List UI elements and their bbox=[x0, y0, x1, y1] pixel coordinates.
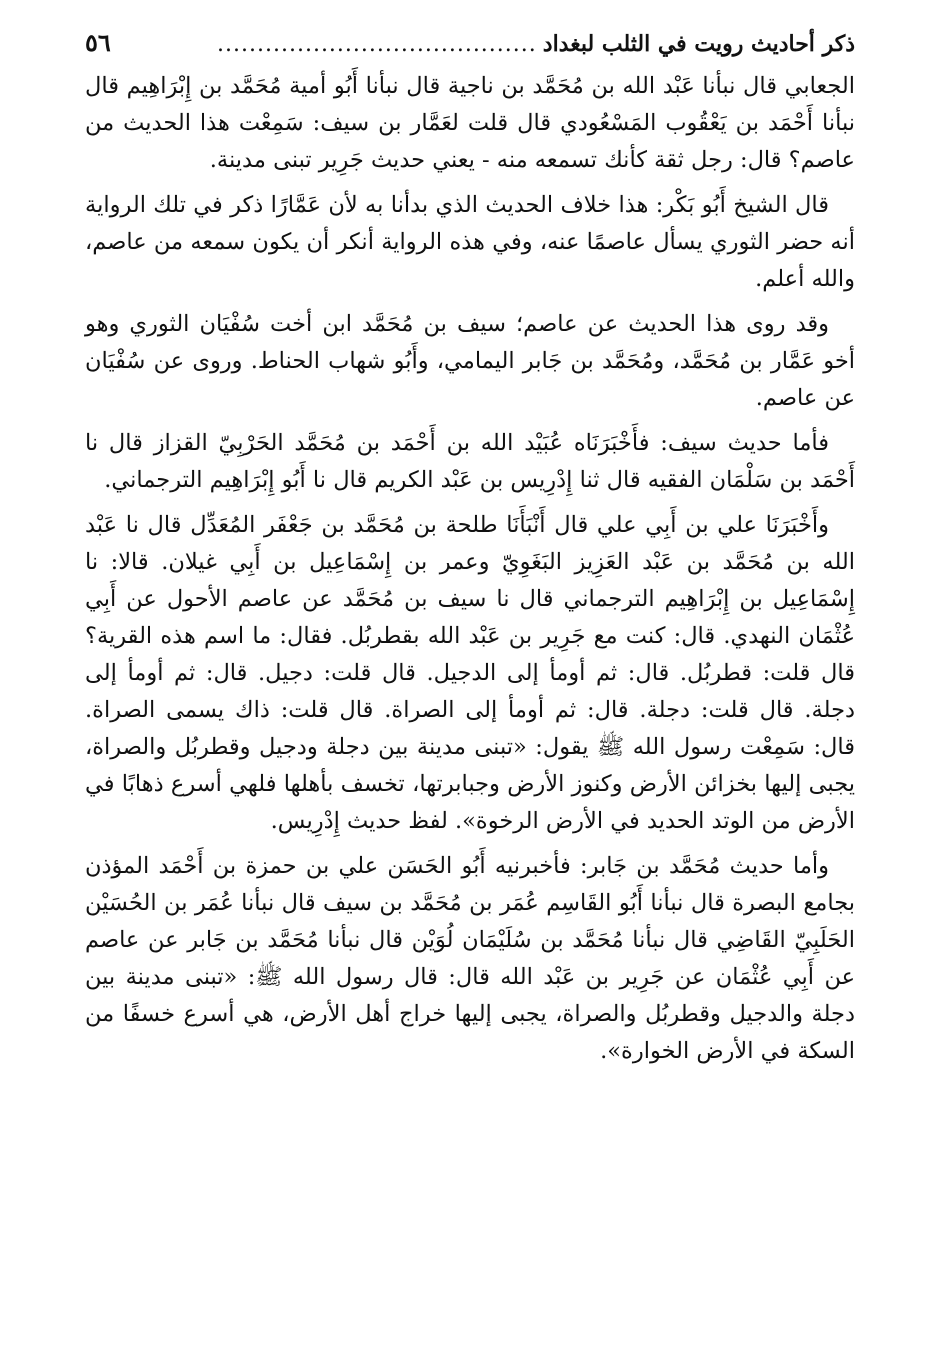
body-text bbox=[85, 68, 855, 1070]
book-page bbox=[85, 28, 855, 1078]
paragraph-4: فأما حديث سيف: فأَخْبَرَنَاه عُبَيْد الله بن أَحْمَد بن مُحَمَّد الحَرْبِيّ القزاز قال نا أَحْمَد بن سَلْمَان الفقيه قال ثنا إِدْرِيس بن عَبْد الكريم قال نا أَبُو إِبْرَاهِيم الترجماني. bbox=[85, 430, 855, 493]
paragraph-5: وأَخْبَرَنَا علي بن أَبِي علي قال أَنْبَأَنَا طلحة بن مُحَمَّد بن جَعْفَر المُعَدِّل قال نا عَبْد الله بن مُحَمَّد بن عَبْد العَزِيز البَغَوِيّ وعمر بن إِسْمَاعِيل بن أَبِي غيلان. قالا: نا إِسْمَاعِيل بن إِبْرَاهِيم الترجماني قال نا سيف بن مُحَمَّد عن عاصم الأحول عن أَبِي عُثْمَان النهدي. قال: كنت مع جَرِير بن عَبْد الله بقطربُل. فقال: ما اسم هذه القرية؟ قال قلت: قطربُل. قال: ثم أومأ إلى الدجيل. قال قلت: دجيل. قال: ثم أومأ إلى دجلة. قال قلت: دجلة. قال: ثم أومأ إلى الصراة. قال قلت: ذاك يسمى الصراة. قال: سَمِعْت رسول الله ﷺ يقول: «تبنى مدينة بين دجلة ودجيل وقطربُل والصراة، يجبى إليها بخزائن الأرض وكنوز الأرض وجبابرتها، تخسف بأهلها فلهي أسرع ذهابًا في الأرض من الوتد الحديد في الأرض الرخوة». لفظ حديث إِدْرِيس. bbox=[85, 512, 855, 834]
page-number: ٥٦ bbox=[85, 28, 111, 57]
leader-dots: ........................................ bbox=[217, 32, 537, 57]
chapter-title: ذكر أحاديث رويت في الثلب لبغداد bbox=[542, 31, 855, 57]
paragraph-2: قال الشيخ أَبُو بَكْر: هذا خلاف الحديث الذي بدأنا به لأن عَمَّارًا ذكر في تلك الرواية أنه حضر الثوري يسأل عاصمًا عنه، وفي هذه الرواية أنكر أن يكون سمعه من عاصم، والله أعلم. bbox=[85, 192, 855, 292]
paragraph-6: وأما حديث مُحَمَّد بن جَابر: فأخبرنيه أَبُو الحَسَن علي بن حمزة بن أَحْمَد المؤذن بجامع البصرة قال نبأنا أَبُو القَاسِم عُمَر بن مُحَمَّد بن سيف قال نبأنا عُمَر بن الحُسَيْن الحَلَبِيّ القَاضِي قال نبأنا مُحَمَّد بن سُلَيْمَان لُوَيْن قال نبأنا مُحَمَّد بن جَابر عن عاصم عن أَبِي عُثْمَان عن جَرِير بن عَبْد الله قال: قال رسول الله ﷺ: «تبنى مدينة بين دجلة والدجيل وقطربُل والصراة، يجبى إليها خراج أهل الأرض، هي أسرع خسفًا من السكة في الأرض الخوارة». bbox=[85, 853, 855, 1064]
paragraph-3: وقد روى هذا الحديث عن عاصم؛ سيف بن مُحَمَّد ابن أخت سُفْيَان الثوري وهو أخو عَمَّار بن مُحَمَّد، ومُحَمَّد بن جَابر اليمامي، وأَبُو شهاب الحناط. وروى عن سُفْيَان عن عاصم. bbox=[85, 311, 855, 411]
running-header bbox=[85, 28, 855, 68]
paragraph-1: الجعابي قال نبأنا عَبْد الله بن مُحَمَّد بن ناجية قال نبأنا أَبُو أمية مُحَمَّد بن إِبْرَاهِيم قال نبأنا أَحْمَد بن يَعْقُوب المَسْعُودي قال قلت لعَمَّار بن سيف: سَمِعْت هذا الحديث من عاصم؟ قال: رجل ثقة كأنك تسمعه منه - يعني حديث جَرِير تبنى مدينة. bbox=[85, 73, 855, 173]
